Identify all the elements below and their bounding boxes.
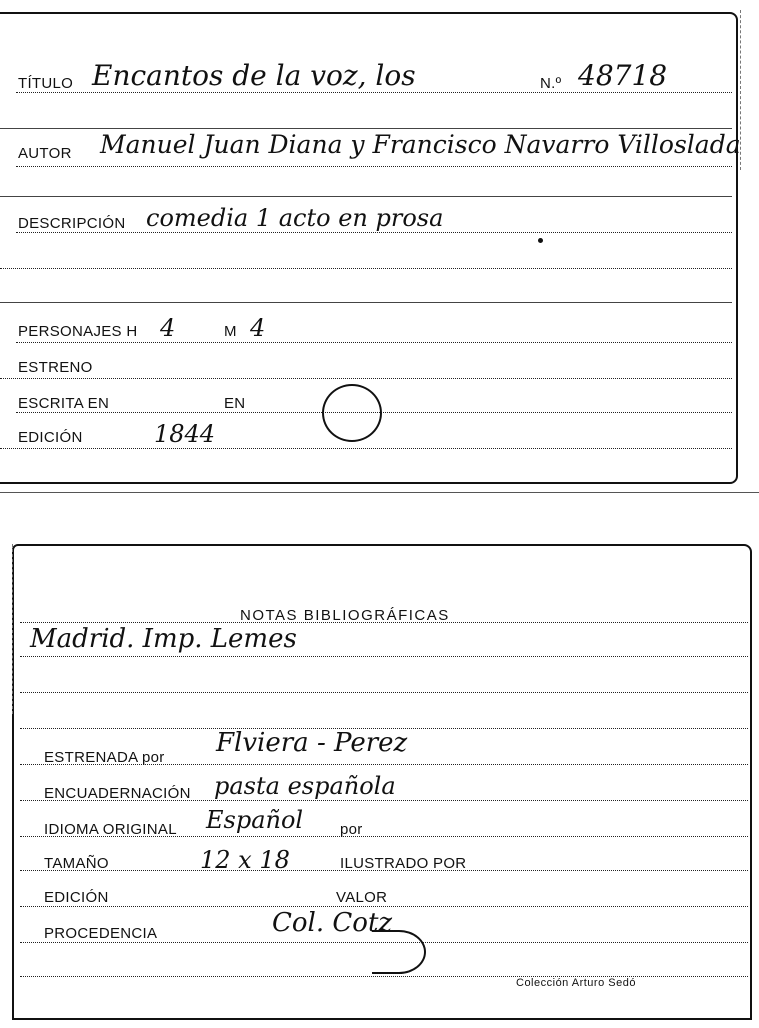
rule-line (20, 976, 748, 977)
autor-value: Manuel Juan Diana y Francisco Navarro Villoslada (100, 130, 741, 159)
edicion-value: 1844 (154, 420, 216, 448)
rule-line (0, 448, 732, 449)
rule-line (20, 692, 748, 693)
descripcion-value: comedia 1 acto en prosa (146, 204, 444, 232)
notas-bibliograficas-heading: NOTAS BIBLIOGRÁFICAS (240, 607, 450, 624)
rule-line (16, 166, 732, 167)
scan-edge (740, 10, 755, 170)
rule-line (20, 656, 748, 657)
scan-edge (0, 544, 13, 714)
estrenada-value: Flviera - Perez (216, 728, 408, 758)
encuadernacion-value: pasta española (214, 772, 396, 800)
punch-hole-stamp (322, 384, 382, 442)
estreno-label: ESTRENO (18, 359, 93, 376)
rule-line (16, 92, 732, 93)
numero-label: N.º (540, 75, 562, 92)
por-label: por (340, 821, 363, 838)
coleccion-label: Colección Arturo Sedó (516, 977, 636, 989)
personajes-m-label: M (224, 323, 237, 340)
tamano-label: TAMAÑO (44, 855, 109, 872)
rule-line (0, 268, 732, 269)
edicion2-label: EDICIÓN (44, 889, 109, 906)
valor-label: VALOR (336, 889, 388, 906)
procedencia-label: PROCEDENCIA (44, 925, 158, 942)
rule-line (0, 302, 732, 303)
rule-line (16, 342, 732, 343)
notas-value: Madrid. Imp. Lemes (30, 624, 297, 654)
escrita-label: ESCRITA EN (18, 395, 110, 412)
punch-hole-stamp (372, 930, 426, 974)
rule-line (0, 196, 732, 197)
personajes-h-value: 4 (160, 314, 176, 342)
edicion-label: EDICIÓN (18, 429, 83, 446)
rule-line (16, 232, 732, 233)
ink-dot (538, 238, 543, 243)
titulo-value: Encantos de la voz, los (92, 59, 416, 92)
estrenada-label: ESTRENADA por (44, 749, 165, 766)
card-separator (0, 492, 759, 493)
idioma-label: IDIOMA ORIGINAL (44, 821, 177, 838)
rule-line (0, 128, 732, 129)
ilustrado-label: ILUSTRADO POR (340, 855, 467, 872)
idioma-value: Español (206, 806, 304, 834)
personajes-m-value: 4 (250, 314, 266, 342)
tamano-value: 12 x 18 (200, 846, 290, 874)
autor-label: AUTOR (18, 145, 72, 162)
personajes-label: PERSONAJES H (18, 323, 138, 340)
procedencia-value: Col. Cotz (272, 908, 393, 938)
rule-line (20, 906, 748, 907)
numero-value: 48718 (578, 59, 668, 92)
rule-line (0, 378, 732, 379)
escrita-en-label: EN (224, 395, 246, 412)
titulo-label: TÍTULO (18, 75, 74, 92)
descripcion-label: DESCRIPCIÓN (18, 215, 126, 232)
encuadernacion-label: ENCUADERNACIÓN (44, 785, 191, 802)
